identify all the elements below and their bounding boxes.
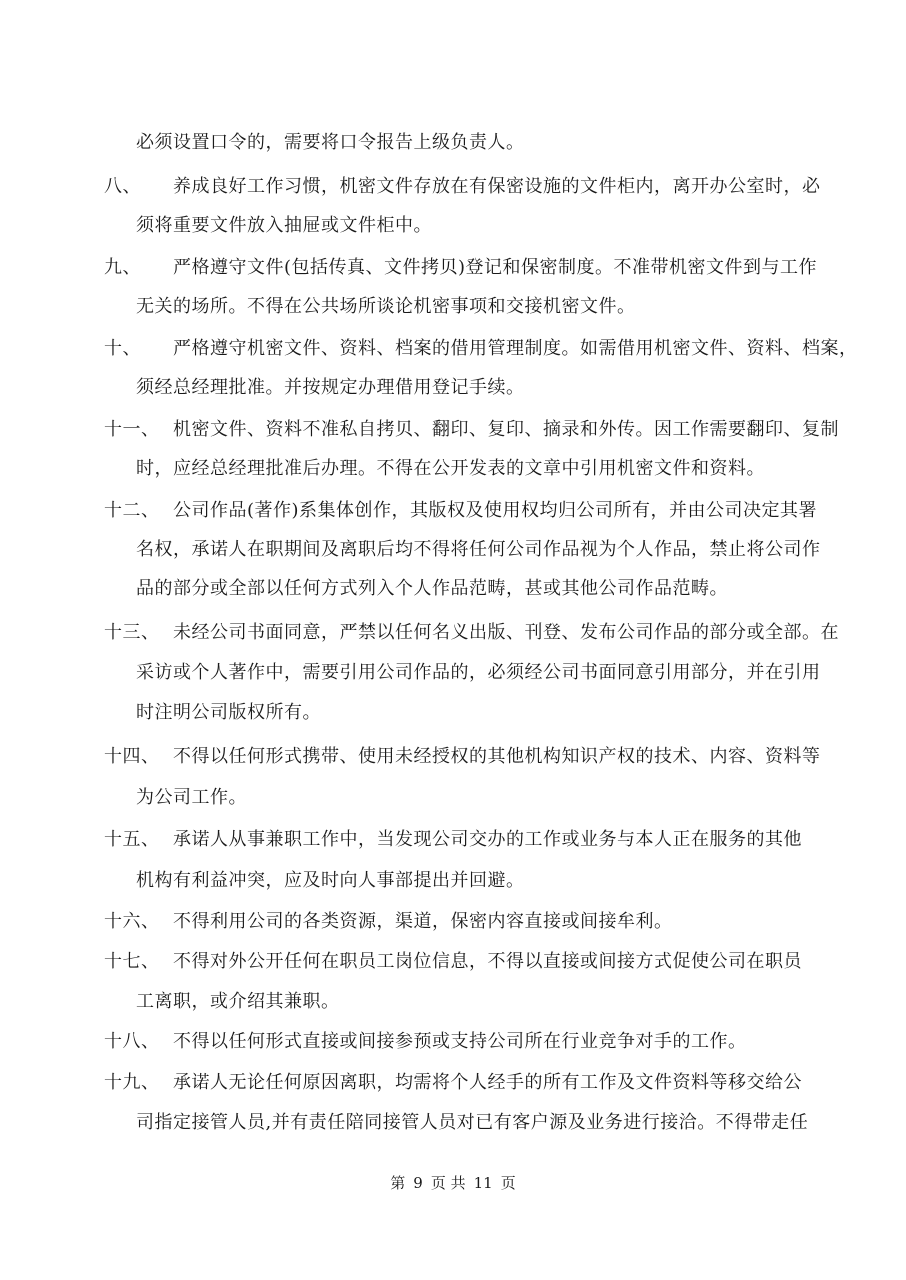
- item-number: 九、: [104, 257, 141, 278]
- item-text-line: 为公司工作。: [136, 787, 247, 808]
- item-text-line: 养成良好工作习惯，机密文件存放在有保密设施的文件柜内，离开办公室时，必: [173, 176, 821, 197]
- item-number: 八、: [104, 176, 141, 197]
- footer-suffix: 页: [500, 1174, 516, 1192]
- item-text-line: 不得以任何形式直接或间接参预或支持公司所在行业竞争对手的工作。: [173, 1031, 747, 1052]
- item-text-line: 无关的场所。不得在公共场所谈论机密事项和交接机密文件。: [136, 296, 636, 317]
- item-text-line: 品的部分或全部以任何方式列入个人作品范畴，甚或其他公司作品范畴。: [136, 578, 728, 599]
- item-number: 十四、: [104, 746, 160, 767]
- total-pages-number: 11: [473, 1174, 493, 1192]
- page-footer: [0, 1172, 906, 1194]
- item-text-line: 工离职，或介绍其兼职。: [136, 991, 340, 1012]
- item-text-line: 未经公司书面同意，严禁以任何名义出版、刊登、发布公司作品的部分或全部。在: [173, 622, 839, 643]
- item-text-line: 不得利用公司的各类资源，渠道，保密内容直接或间接牟利。: [173, 911, 673, 932]
- item-number: 十九、: [104, 1072, 160, 1093]
- item-number: 十二、: [104, 500, 160, 521]
- item-text-line: 公司作品(著作)系集体创作，其版权及使用权均归公司所有，并由公司决定其署: [173, 500, 818, 521]
- item-text-line: 名权，承诺人在职期间及离职后均不得将任何公司作品视为个人作品，禁止将公司作: [136, 539, 821, 560]
- item-number: 十八、: [104, 1031, 160, 1052]
- item-text-line: 不得对外公开任何在职员工岗位信息，不得以直接或间接方式促使公司在职员: [173, 951, 802, 972]
- footer-prefix: 第: [390, 1174, 406, 1192]
- item-text-line: 须经总经理批准。并按规定办理借用登记手续。: [136, 377, 525, 398]
- item-text-line: 机构有利益冲突，应及时向人事部提出并回避。: [136, 870, 525, 891]
- item-text-line: 采访或个人著作中，需要引用公司作品的，必须经公司书面同意引用部分，并在引用: [136, 662, 821, 683]
- item-number: 十三、: [104, 622, 160, 643]
- item-text-line: 严格遵守机密文件、资料、档案的借用管理制度。如需借用机密文件、资料、档案，: [173, 338, 858, 359]
- item-number: 十一、: [104, 419, 160, 440]
- item-text-line: 不得以任何形式携带、使用未经授权的其他机构知识产权的技术、内容、资料等: [173, 746, 821, 767]
- item-text-line: 严格遵守文件(包括传真、文件拷贝)登记和保密制度。不准带机密文件到与工作: [173, 257, 818, 278]
- continuation-line: 必须设置口令的，需要将口令报告上级负责人。: [136, 132, 525, 153]
- footer-middle: 页 共: [430, 1174, 466, 1192]
- item-number: 十七、: [104, 951, 160, 972]
- item-text-line: 须将重要文件放入抽屉或文件柜中。: [136, 215, 432, 236]
- item-text-line: 承诺人从事兼职工作中，当发现公司交办的工作或业务与本人正在服务的其他: [173, 829, 802, 850]
- item-text-line: 机密文件、资料不准私自拷贝、翻印、复印、摘录和外传。因工作需要翻印、复制: [173, 419, 839, 440]
- item-number: 十六、: [104, 911, 160, 932]
- item-number: 十五、: [104, 829, 160, 850]
- item-text-line: 承诺人无论任何原因离职，均需将个人经手的所有工作及文件资料等移交给公: [173, 1072, 802, 1093]
- item-text-line: 时注明公司版权所有。: [136, 702, 321, 723]
- item-text-line: 时，应经总经理批准后办理。不得在公开发表的文章中引用机密文件和资料。: [136, 458, 765, 479]
- current-page-number: 9: [413, 1174, 423, 1192]
- item-text-line: 司指定接管人员,并有责任陪同接管人员对已有客户源及业务进行接洽。不得带走任: [136, 1112, 809, 1133]
- item-number: 十、: [104, 338, 141, 359]
